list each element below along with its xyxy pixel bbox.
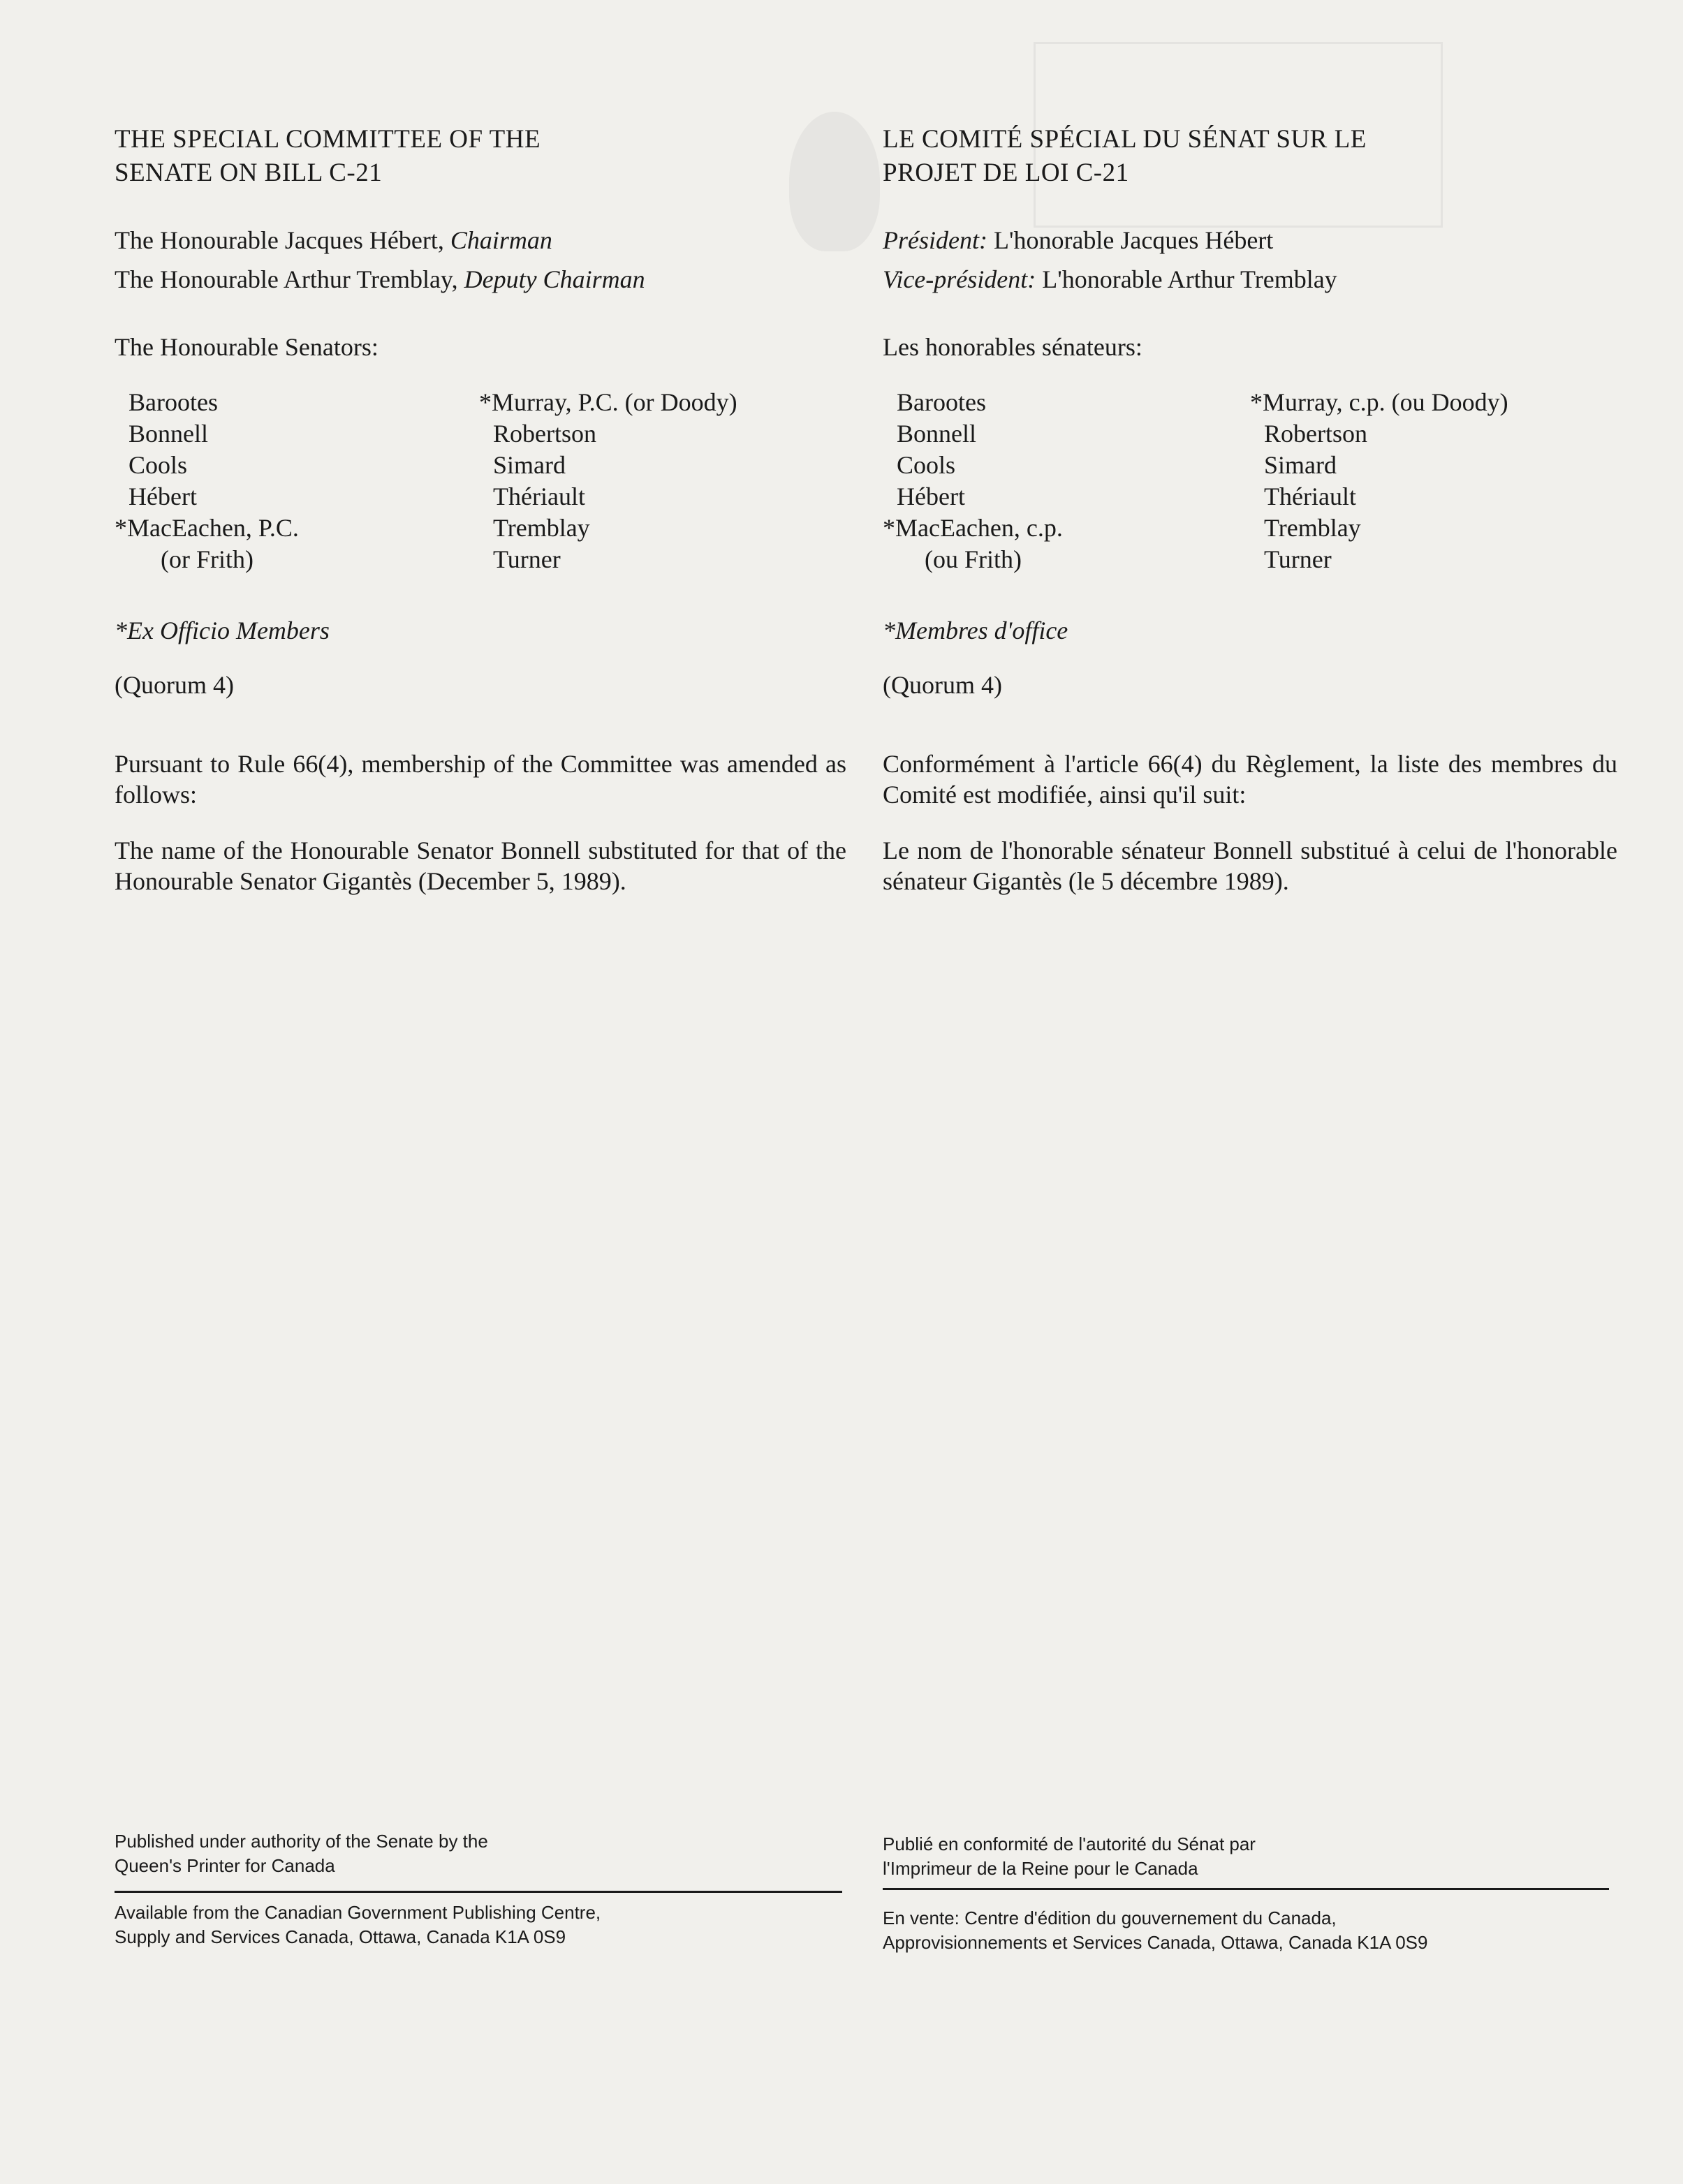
senator-name: Thériault: [1264, 482, 1356, 510]
published-notice: [115, 1829, 488, 1878]
show-through-decoration: [789, 112, 880, 251]
ex-officio-note: *Ex Officio Members: [115, 617, 330, 644]
published-notice: [883, 1832, 1256, 1881]
senator-name: Thériault: [493, 482, 585, 510]
heading-line: PROJET DE LOI C-21: [883, 158, 1129, 187]
senator-name: (or Frith): [161, 545, 253, 573]
senator-name: Barootes: [897, 388, 986, 416]
deputy-chairman-name: The Honourable Arthur Tremblay,: [115, 265, 464, 293]
quorum-note: (Quorum 4): [115, 671, 234, 699]
published-line: Published under authority of the Senate by the: [115, 1831, 488, 1852]
heading-line: LE COMITÉ SPÉCIAL DU SÉNAT SUR LE: [883, 125, 1367, 154]
senator-name: Barootes: [128, 388, 218, 416]
senator-name: Bonnell: [128, 420, 208, 448]
chair-block: [115, 221, 645, 299]
senator-name: (ou Frith): [925, 545, 1022, 573]
availability-line: En vente: Centre d'édition du gouvernement du Canada,: [883, 1908, 1337, 1928]
divider-rule: [115, 1891, 842, 1893]
availability-line: Available from the Canadian Government Publishing Centre,: [115, 1902, 601, 1923]
senator-name: Tremblay: [493, 514, 590, 542]
ex-officio-note: *Membres d'office: [883, 617, 1068, 644]
senators-label: Les honorables sénateurs:: [883, 333, 1142, 361]
chairman-line: [883, 221, 1337, 260]
availability-notice: [115, 1901, 601, 1949]
chairman-name: The Honourable Jacques Hébert,: [115, 226, 450, 254]
senator-names-column-2: [1250, 387, 1508, 575]
senator-name: Robertson: [493, 420, 596, 448]
availability-line: Supply and Services Canada, Ottawa, Canada K1A 0S9: [115, 1926, 566, 1947]
senator-name: *Murray, P.C. (or Doody): [479, 388, 737, 416]
amendment-paragraph: Pursuant to Rule 66(4), membership of the Committee was amended as follows:: [115, 750, 846, 809]
chairman-line: [115, 221, 645, 260]
amendment-paragraph: Conformément à l'article 66(4) du Règlement, la liste des membres du Comité est modifiée, ainsi qu'il suit:: [883, 750, 1617, 809]
divider-rule: [883, 1888, 1609, 1890]
heading-line: THE SPECIAL COMMITTEE OF THE: [115, 125, 541, 154]
published-line: l'Imprimeur de la Reine pour le Canada: [883, 1858, 1198, 1879]
senator-name: Turner: [493, 545, 561, 573]
senator-name: Simard: [493, 451, 566, 479]
published-line: Publié en conformité de l'autorité du Sénat par: [883, 1833, 1256, 1854]
senator-name: *MacEachen, c.p.: [883, 514, 1063, 542]
senator-name: Robertson: [1264, 420, 1367, 448]
senator-name: *Murray, c.p. (ou Doody): [1250, 388, 1508, 416]
committee-heading: [115, 123, 541, 190]
senator-name: Turner: [1264, 545, 1332, 573]
deputy-chairman-role: Vice-président:: [883, 265, 1036, 293]
chairman-role: Chairman: [450, 226, 552, 254]
senator-names-column-2: [479, 387, 737, 575]
deputy-chairman-name: L'honorable Arthur Tremblay: [1036, 265, 1337, 293]
availability-notice: [883, 1906, 1427, 1955]
senator-name: Hébert: [128, 482, 197, 510]
deputy-chairman-line: [115, 260, 645, 299]
senator-name: Cools: [897, 451, 956, 479]
committee-heading: [883, 123, 1367, 190]
deputy-chairman-line: [883, 260, 1337, 299]
senator-name: Hébert: [897, 482, 965, 510]
senators-label: The Honourable Senators:: [115, 333, 379, 361]
heading-line: SENATE ON BILL C-21: [115, 158, 383, 187]
published-line: Queen's Printer for Canada: [115, 1855, 335, 1876]
senator-names-column-1: [883, 387, 1063, 575]
substitution-paragraph: Le nom de l'honorable sénateur Bonnell substitué à celui de l'honorable sénateur Gigantès (le 5 décembre 1989).: [883, 836, 1617, 895]
substitution-paragraph: The name of the Honourable Senator Bonnell substituted for that of the Honourable Senator Gigantès (December 5, 1989).: [115, 836, 846, 895]
chairman-role: Président:: [883, 226, 987, 254]
senator-name: Bonnell: [897, 420, 976, 448]
senator-names-column-1: [115, 387, 299, 575]
quorum-note: (Quorum 4): [883, 671, 1002, 699]
chair-block: [883, 221, 1337, 299]
availability-line: Approvisionnements et Services Canada, Ottawa, Canada K1A 0S9: [883, 1932, 1428, 1953]
deputy-chairman-role: Deputy Chairman: [464, 265, 645, 293]
senator-name: Tremblay: [1264, 514, 1361, 542]
senator-name: Simard: [1264, 451, 1337, 479]
senator-name: *MacEachen, P.C.: [115, 514, 299, 542]
senator-name: Cools: [128, 451, 188, 479]
chairman-name: L'honorable Jacques Hébert: [987, 226, 1274, 254]
